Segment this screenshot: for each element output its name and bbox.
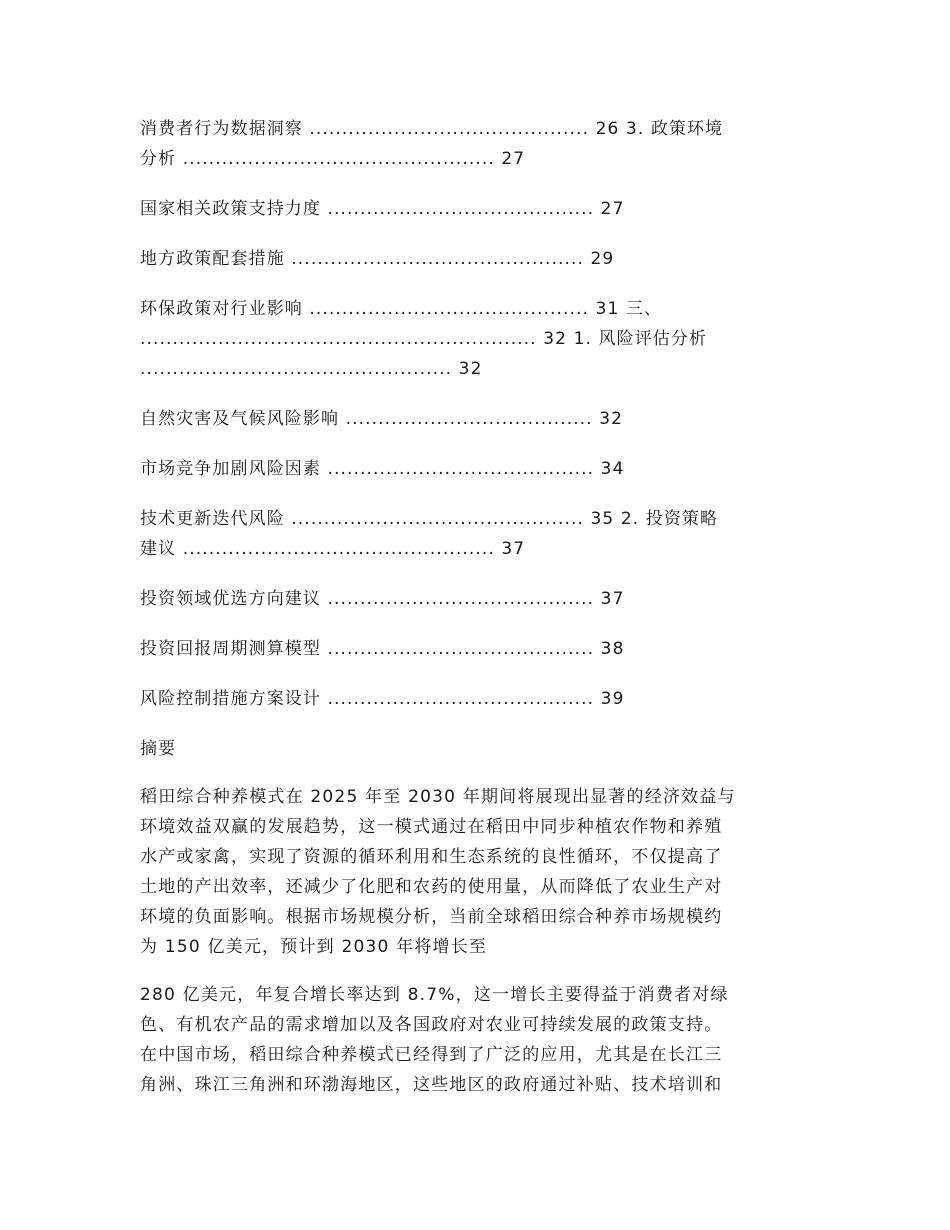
toc-entry[interactable] xyxy=(140,114,812,174)
paragraph-line: 土地的产出效率，还减少了化肥和农药的使用量，从而降低了农业生产对 xyxy=(140,877,723,897)
toc-line: 投资回报周期测算模型 ......................................... 38 xyxy=(140,639,625,659)
toc-line: 自然灾害及气候风险影响 ...................................... 32 xyxy=(140,409,624,429)
paragraph-line: 水产或家禽，实现了资源的循环利用和生态系统的良性循环，不仅提高了 xyxy=(140,847,723,867)
toc-entry[interactable] xyxy=(140,294,812,384)
paragraph-line: 为 150 亿美元，预计到 2030 年将增长至 xyxy=(140,937,488,957)
toc-line: 建议 ................................................ 37 xyxy=(140,539,526,559)
toc-entry[interactable] xyxy=(140,584,812,614)
paragraph-line: 角洲、珠江三角洲和环渤海地区，这些地区的政府通过补贴、技术培训和 xyxy=(140,1075,723,1095)
paragraph-line: 在中国市场，稻田综合种养模式已经得到了广泛的应用，尤其是在长江三 xyxy=(140,1045,723,1065)
toc-line: 环保政策对行业影响 ........................................... 31 三、 xyxy=(140,299,663,319)
paragraph-line: 稻田综合种养模式在 2025 年至 2030 年期间将展现出显著的经济效益与 xyxy=(140,787,736,807)
toc-line: 投资领域优选方向建议 ......................................... 37 xyxy=(140,589,625,609)
paragraph-line: 环境的负面影响。根据市场规模分析，当前全球稻田综合种养市场规模约 xyxy=(140,907,723,927)
toc-entry[interactable] xyxy=(140,684,812,714)
toc-line: 分析 ................................................ 27 xyxy=(140,149,526,169)
toc-entry[interactable] xyxy=(140,504,812,564)
toc-line: 技术更新迭代风险 ............................................. 35 2. 投资策略 xyxy=(140,509,719,529)
summary-section xyxy=(140,734,812,1100)
paragraph-line: 色、有机农产品的需求增加以及各国政府对农业可持续发展的政策支持。 xyxy=(140,1015,723,1035)
toc-entry[interactable] xyxy=(140,634,812,664)
document-page xyxy=(140,114,812,1118)
toc-line: ................................................ 32 xyxy=(140,359,483,379)
toc-entry[interactable] xyxy=(140,404,812,434)
paragraph-line: 环境效益双赢的发展趋势，这一模式通过在稻田中同步种植农作物和养殖 xyxy=(140,817,723,837)
table-of-contents xyxy=(140,114,812,714)
paragraph-line: 280 亿美元，年复合增长率达到 8.7%，这一增长主要得益于消费者对绿 xyxy=(140,985,729,1005)
toc-line: 消费者行为数据洞察 ........................................... 26 3. 政策环境 xyxy=(140,119,724,139)
toc-line: 国家相关政策支持力度 ......................................... 27 xyxy=(140,199,625,219)
summary-paragraph xyxy=(140,980,812,1100)
summary-heading: 摘要 xyxy=(140,739,177,759)
summary-paragraph xyxy=(140,782,812,962)
toc-line: 风险控制措施方案设计 ......................................... 39 xyxy=(140,689,625,709)
toc-entry[interactable] xyxy=(140,194,812,224)
toc-entry[interactable] xyxy=(140,244,812,274)
toc-line: 地方政策配套措施 ............................................. 29 xyxy=(140,249,615,269)
toc-line: ............................................................. 32 1. 风险评估分析 xyxy=(140,329,708,349)
toc-entry[interactable] xyxy=(140,454,812,484)
toc-line: 市场竞争加剧风险因素 ......................................... 34 xyxy=(140,459,625,479)
